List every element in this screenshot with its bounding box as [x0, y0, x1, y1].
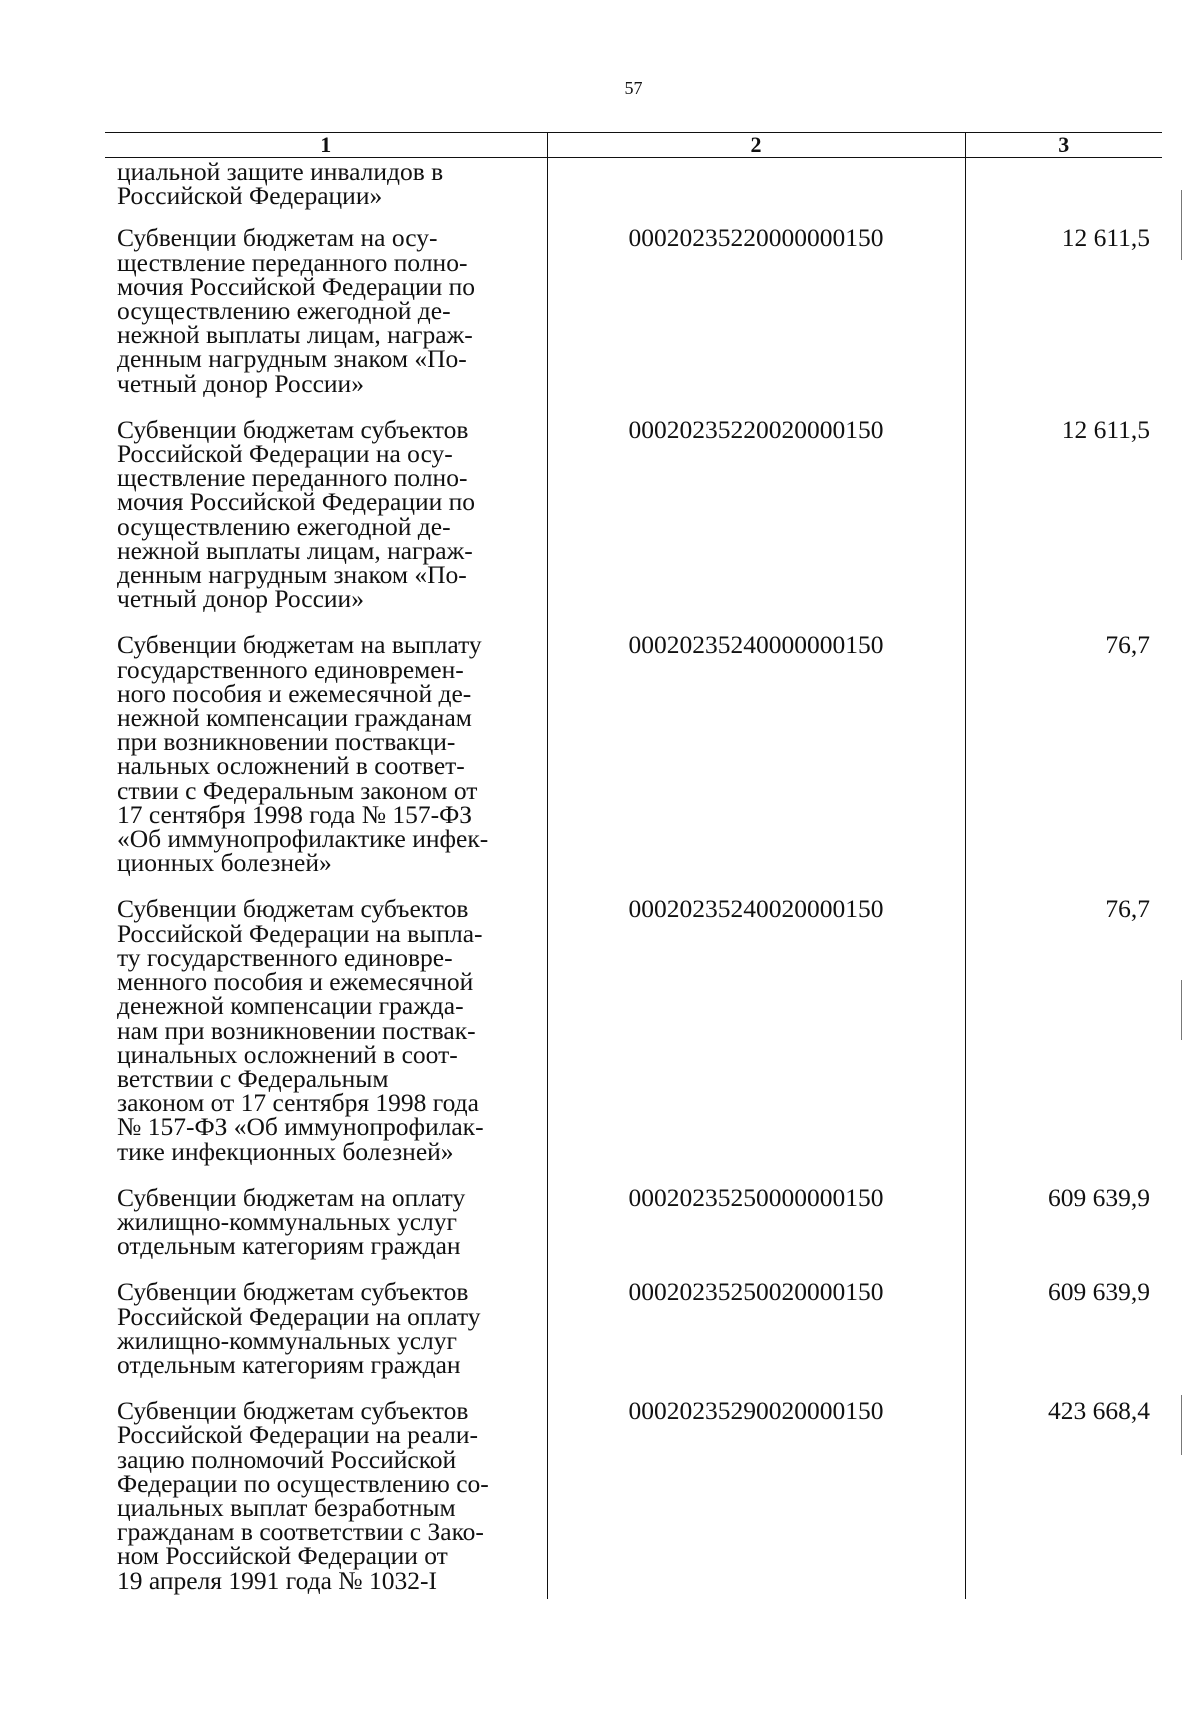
- row-amount-cell: 423 668,4: [965, 1399, 1162, 1599]
- name-line: тике инфекционных болезней»: [117, 1136, 454, 1166]
- name-line: ного пособия и ежемесячной де-: [117, 678, 472, 708]
- name-line: денным нагрудным знаком «По-: [117, 344, 467, 374]
- name-line: при возникновении поствакци-: [117, 727, 456, 757]
- name-line: мочия Российской Федерации по: [117, 487, 476, 517]
- table-row: [105, 226, 1162, 417]
- name-line: циальной защите инвалидов в: [117, 157, 444, 186]
- row-code-cell: 00020235220020000150: [547, 418, 965, 634]
- table-row: [105, 1399, 1162, 1599]
- name-line: государственного единовремен-: [117, 654, 464, 684]
- row-amount-cell: 12 611,5: [965, 418, 1162, 634]
- name-line: четный донор России»: [117, 368, 364, 398]
- name-line: гражданам в соответствии с Зако-: [117, 1517, 484, 1547]
- name-line: жилищно-коммунальных услуг: [117, 1206, 457, 1236]
- name-line: менного пособия и ежемесячной: [117, 967, 474, 997]
- row-amount-cell: 76,7: [965, 897, 1162, 1185]
- name-line: жилищно-коммунальных услуг: [117, 1325, 457, 1355]
- name-line: № 157-ФЗ «Об иммунопрофилак-: [117, 1112, 484, 1142]
- name-line: 17 сентября 1998 года № 157-ФЗ: [117, 799, 473, 829]
- name-line: зацию полномочий Российской: [117, 1444, 457, 1474]
- name-line: Субвенции бюджетам на осу-: [117, 223, 438, 253]
- scan-artifact: [1181, 190, 1182, 260]
- name-line: четный донор России»: [117, 584, 364, 614]
- name-line: Субвенции бюджетам на оплату: [117, 1182, 466, 1212]
- budget-table: [105, 132, 1162, 1599]
- table-row: [105, 897, 1162, 1185]
- row-code-cell: 00020235290020000150: [547, 1399, 965, 1599]
- row-amount-cell: 609 639,9: [965, 1280, 1162, 1399]
- row-name-cell: [105, 1396, 547, 1599]
- name-line: Субвенции бюджетам субъектов: [117, 1277, 469, 1307]
- name-line: ществление переданного полно-: [117, 247, 468, 277]
- name-line: нежной выплаты лицам, награж-: [117, 535, 473, 565]
- scan-artifact: [1181, 980, 1182, 1040]
- row-name-cell: [105, 1277, 547, 1399]
- name-line: 19 апреля 1991 года № 1032-I: [117, 1565, 437, 1595]
- name-line: Субвенции бюджетам субъектов: [117, 1396, 469, 1426]
- column-header-3: 3: [965, 133, 1162, 158]
- row-code-cell: 00020235220000000150: [547, 226, 965, 417]
- name-line: ществление переданного полно-: [117, 463, 468, 493]
- table-row: [105, 633, 1162, 897]
- name-line: цинальных осложнений в соот-: [117, 1039, 458, 1069]
- name-line: Российской Федерации на реали-: [117, 1420, 478, 1450]
- row-amount-cell: 12 611,5: [965, 226, 1162, 417]
- name-line: нам при возникновении поствак-: [117, 1015, 476, 1045]
- name-line: Субвенции бюджетам субъектов: [117, 414, 469, 444]
- column-header-2: 2: [547, 133, 965, 158]
- table-row: [105, 418, 1162, 634]
- name-line: нальных осложнений в соответ-: [117, 751, 465, 781]
- name-line: циальных выплат безработным: [117, 1492, 456, 1522]
- name-line: Субвенции бюджетам субъектов: [117, 894, 469, 924]
- row-amount-cell: 76,7: [965, 633, 1162, 897]
- name-line: ветствии с Федеральным: [117, 1063, 389, 1093]
- row-code-cell: 00020235240020000150: [547, 897, 965, 1185]
- name-line: Российской Федерации»: [117, 181, 383, 211]
- row-code-cell: 00020235250020000150: [547, 1280, 965, 1399]
- row-code-cell: [547, 158, 965, 227]
- name-line: Федерации по осуществлению со-: [117, 1468, 489, 1498]
- row-amount-cell: 609 639,9: [965, 1186, 1162, 1281]
- name-line: отдельным категориям граждан: [117, 1349, 461, 1379]
- row-amount-cell: [965, 158, 1162, 227]
- row-code-cell: 00020235240000000150: [547, 633, 965, 897]
- table-header-row: [105, 133, 1162, 158]
- name-line: отдельным категориям граждан: [117, 1231, 461, 1261]
- row-name-cell: [105, 158, 547, 227]
- row-code-cell: 00020235250000000150: [547, 1186, 965, 1281]
- name-line: нежной выплаты лицам, награж-: [117, 320, 473, 350]
- name-line: Субвенции бюджетам на выплату: [117, 630, 482, 660]
- row-name-cell: [105, 223, 547, 417]
- row-name-cell: [105, 1182, 547, 1281]
- scan-artifact: [1181, 1395, 1182, 1455]
- name-line: денежной компенсации гражда-: [117, 991, 464, 1021]
- name-line: мочия Российской Федерации по: [117, 271, 476, 301]
- row-name-cell: [105, 894, 547, 1185]
- table-row: [105, 1186, 1162, 1281]
- table-row: [105, 158, 1162, 227]
- name-line: нежной компенсации гражданам: [117, 703, 472, 733]
- name-line: ном Российской Федерации от: [117, 1541, 448, 1571]
- name-line: ционных болезней»: [117, 848, 332, 878]
- row-name-cell: [105, 630, 547, 897]
- name-line: осуществлению ежегодной де-: [117, 511, 451, 541]
- name-line: Российской Федерации на оплату: [117, 1301, 481, 1331]
- name-line: законом от 17 сентября 1998 года: [117, 1088, 479, 1118]
- page-number: 57: [624, 78, 643, 98]
- table-row: [105, 1280, 1162, 1399]
- name-line: осуществлению ежегодной де-: [117, 296, 451, 326]
- name-line: ствии с Федеральным законом от: [117, 775, 478, 805]
- name-line: ту государственного единовре-: [117, 942, 453, 972]
- table-body: [105, 158, 1162, 1599]
- name-line: Российской Федерации на выпла-: [117, 918, 483, 948]
- name-line: денным нагрудным знаком «По-: [117, 560, 467, 590]
- row-name-cell: [105, 414, 547, 634]
- column-header-1: 1: [105, 133, 547, 158]
- name-line: Российской Федерации на осу-: [117, 439, 453, 469]
- name-line: «Об иммунопрофилактике инфек-: [117, 824, 489, 854]
